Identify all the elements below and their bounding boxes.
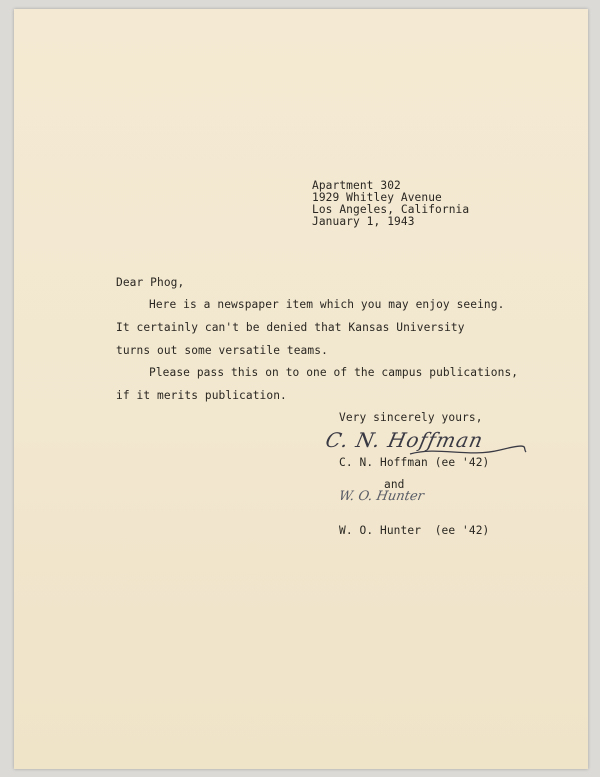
salutation: Dear Phog,	[116, 276, 185, 289]
letter-date: January 1, 1943	[312, 215, 415, 228]
handwritten-signature-hunter: W. O. Hunter	[337, 489, 426, 504]
handwritten-signature-hoffman: C. N. Hoffman	[323, 428, 486, 452]
letter-sheet	[14, 9, 588, 769]
conjunction: and	[384, 478, 405, 491]
address-block	[312, 180, 469, 228]
body-line-4: Please pass this on to one of the campus publications,	[149, 366, 519, 379]
closing: Very sincerely yours,	[339, 411, 483, 424]
signer-1-name: C. N. Hoffman (ee '42)	[339, 456, 490, 469]
address-line-2: 1929 Whitley Avenue	[312, 191, 442, 204]
body-line-5: if it merits publication.	[116, 389, 287, 402]
body-line-1: Here is a newspaper item which you may enjoy seeing.	[149, 298, 505, 311]
address-line-1: Apartment 302	[312, 179, 401, 192]
signer-2-name: W. O. Hunter (ee '42)	[339, 524, 490, 537]
body-line-2: It certainly can't be denied that Kansas University	[116, 321, 465, 334]
address-line-3: Los Angeles, California	[312, 203, 470, 216]
body-line-3: turns out some versatile teams.	[116, 344, 328, 357]
